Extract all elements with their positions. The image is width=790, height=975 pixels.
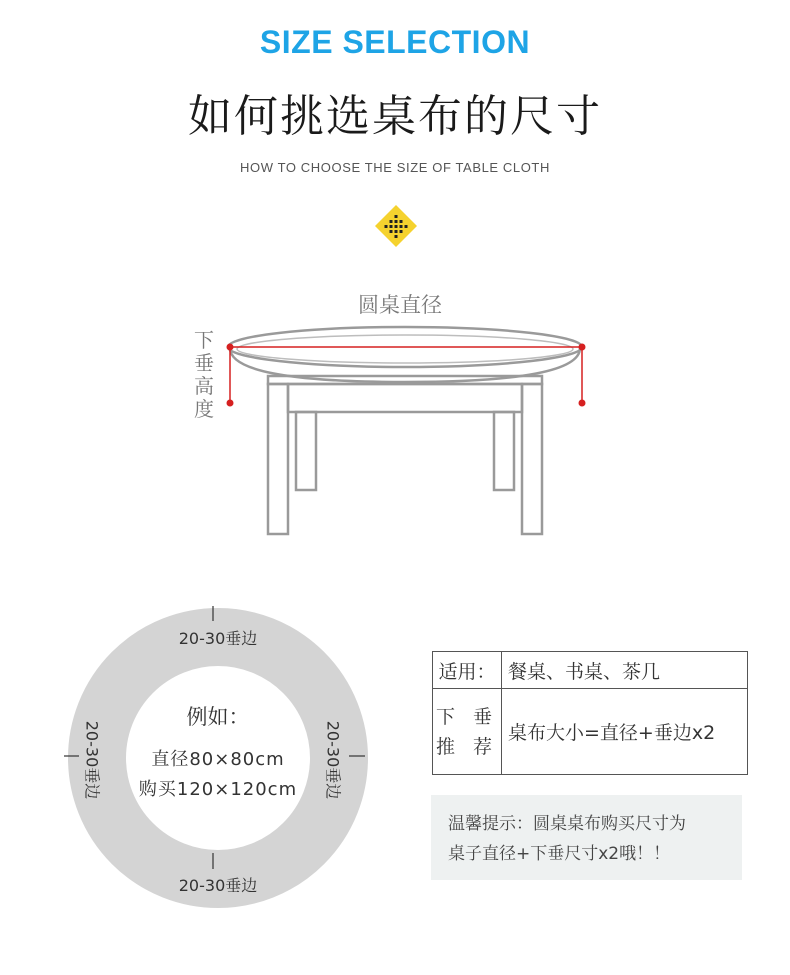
example-purchase-size: 购买120×120cm <box>138 779 298 800</box>
overhang-label-left: 20-30垂边 <box>82 720 102 800</box>
usage-value: 餐桌、书桌、茶几 <box>502 652 748 689</box>
example-title: 例如： <box>186 705 250 729</box>
recommend-head <box>433 689 502 775</box>
overhang-label-top: 20-30垂边 <box>178 629 258 648</box>
tip-line-2: 桌子直径+下垂尺寸x2哦！！ <box>448 844 671 864</box>
tip-line-1: 温馨提示：圆桌桌布购买尺寸为 <box>448 814 686 834</box>
table-row <box>433 689 748 775</box>
recommend-head-line1: 下 垂 <box>435 705 499 728</box>
recommend-head-line2: 推 荐 <box>435 735 499 758</box>
diamond-grid-icon <box>374 204 418 248</box>
diameter-label: 圆桌直径 <box>358 293 442 317</box>
overhang-label-right: 20-30垂边 <box>323 720 343 800</box>
title-chinese: 如何挑选桌布的尺寸 <box>188 91 602 142</box>
round-table-illustration <box>190 300 610 550</box>
table-row <box>433 652 748 689</box>
subtitle: HOW TO CHOOSE THE SIZE OF TABLE CLOTH <box>240 160 550 175</box>
recommend-formula: 桌布大小=直径+垂边x2 <box>502 689 748 775</box>
overhang-label-bottom: 20-30垂边 <box>178 876 258 895</box>
title-english: SIZE SELECTION <box>259 24 531 60</box>
example-diameter: 直径80×80cm <box>151 749 285 770</box>
tip-box <box>431 795 742 880</box>
usage-head: 适用： <box>433 652 502 689</box>
usage-table <box>432 651 748 775</box>
drop-height-label: 下垂高度 <box>194 328 214 421</box>
